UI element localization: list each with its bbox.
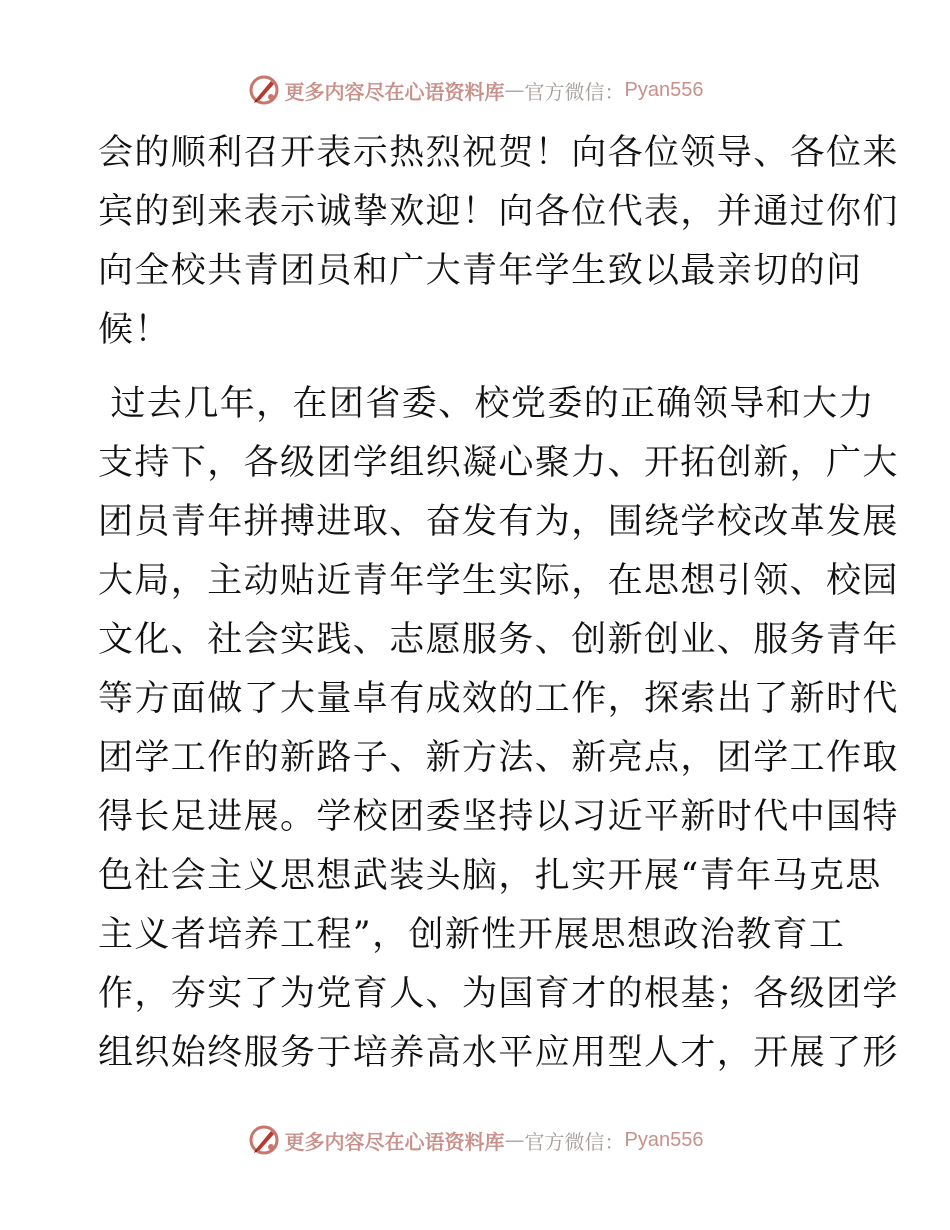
paragraph-1 [98,124,899,360]
text-line: 会的顺利召开表示热烈祝贺！向各位领导、各位来 [98,133,899,173]
paragraph-2 [98,375,899,1083]
text-line: 组织始终服务于培养高水平应用型人才，开展了形 [98,1033,899,1073]
text-line: 向全校共青团员和广大青年学生致以最亲切的问 [98,251,863,291]
text-line: 主义者培养工程”，创新性开展思想政治教育工 [98,915,846,955]
banner-separator: — [504,1128,525,1152]
quill-pen-logo-icon [247,73,281,107]
footer-banner [0,1120,950,1160]
banner-wechat-id: Pyan556 [624,1128,704,1151]
text-line: 文化、社会实践、志愿服务、创新创业、服务青年 [98,620,899,660]
text-line: 作，夯实了为党育人、为国育才的根基；各级团学 [98,974,899,1014]
banner-title: 更多内容尽在心语资料库 [284,1129,505,1154]
text-line: 得长足进展。学校团委坚持以习近平新时代中国特 [98,797,899,837]
text-line: 色社会主义思想武装头脑，扎实开展“青年马克思 [98,856,882,896]
banner-title: 更多内容尽在心语资料库 [284,79,505,104]
banner-wechat-label: 官方微信： [524,79,625,104]
banner-wechat-id: Pyan556 [624,78,704,101]
quill-pen-logo-icon [247,1123,281,1157]
text-line: 候！ [98,310,171,350]
text-line: 等方面做了大量卓有成效的工作，探索出了新时代 [98,679,899,719]
text-line: 团员青年拼搏进取、奋发有为，围绕学校改革发展 [98,502,899,542]
header-banner [0,70,950,110]
document-body [98,124,899,1083]
banner-wechat-label: 官方微信： [524,1129,625,1154]
banner-separator: — [504,78,525,102]
text-line: 过去几年，在团省委、校党委的正确领导和大力 [98,384,875,424]
text-line: 支持下，各级团学组织凝心聚力、开拓创新，广大 [98,443,899,483]
text-line: 大局，主动贴近青年学生实际，在思想引领、校园 [98,561,899,601]
text-line: 宾的到来表示诚挚欢迎！向各位代表，并通过你们 [98,192,899,232]
text-line: 团学工作的新路子、新方法、新亮点，团学工作取 [98,738,899,778]
